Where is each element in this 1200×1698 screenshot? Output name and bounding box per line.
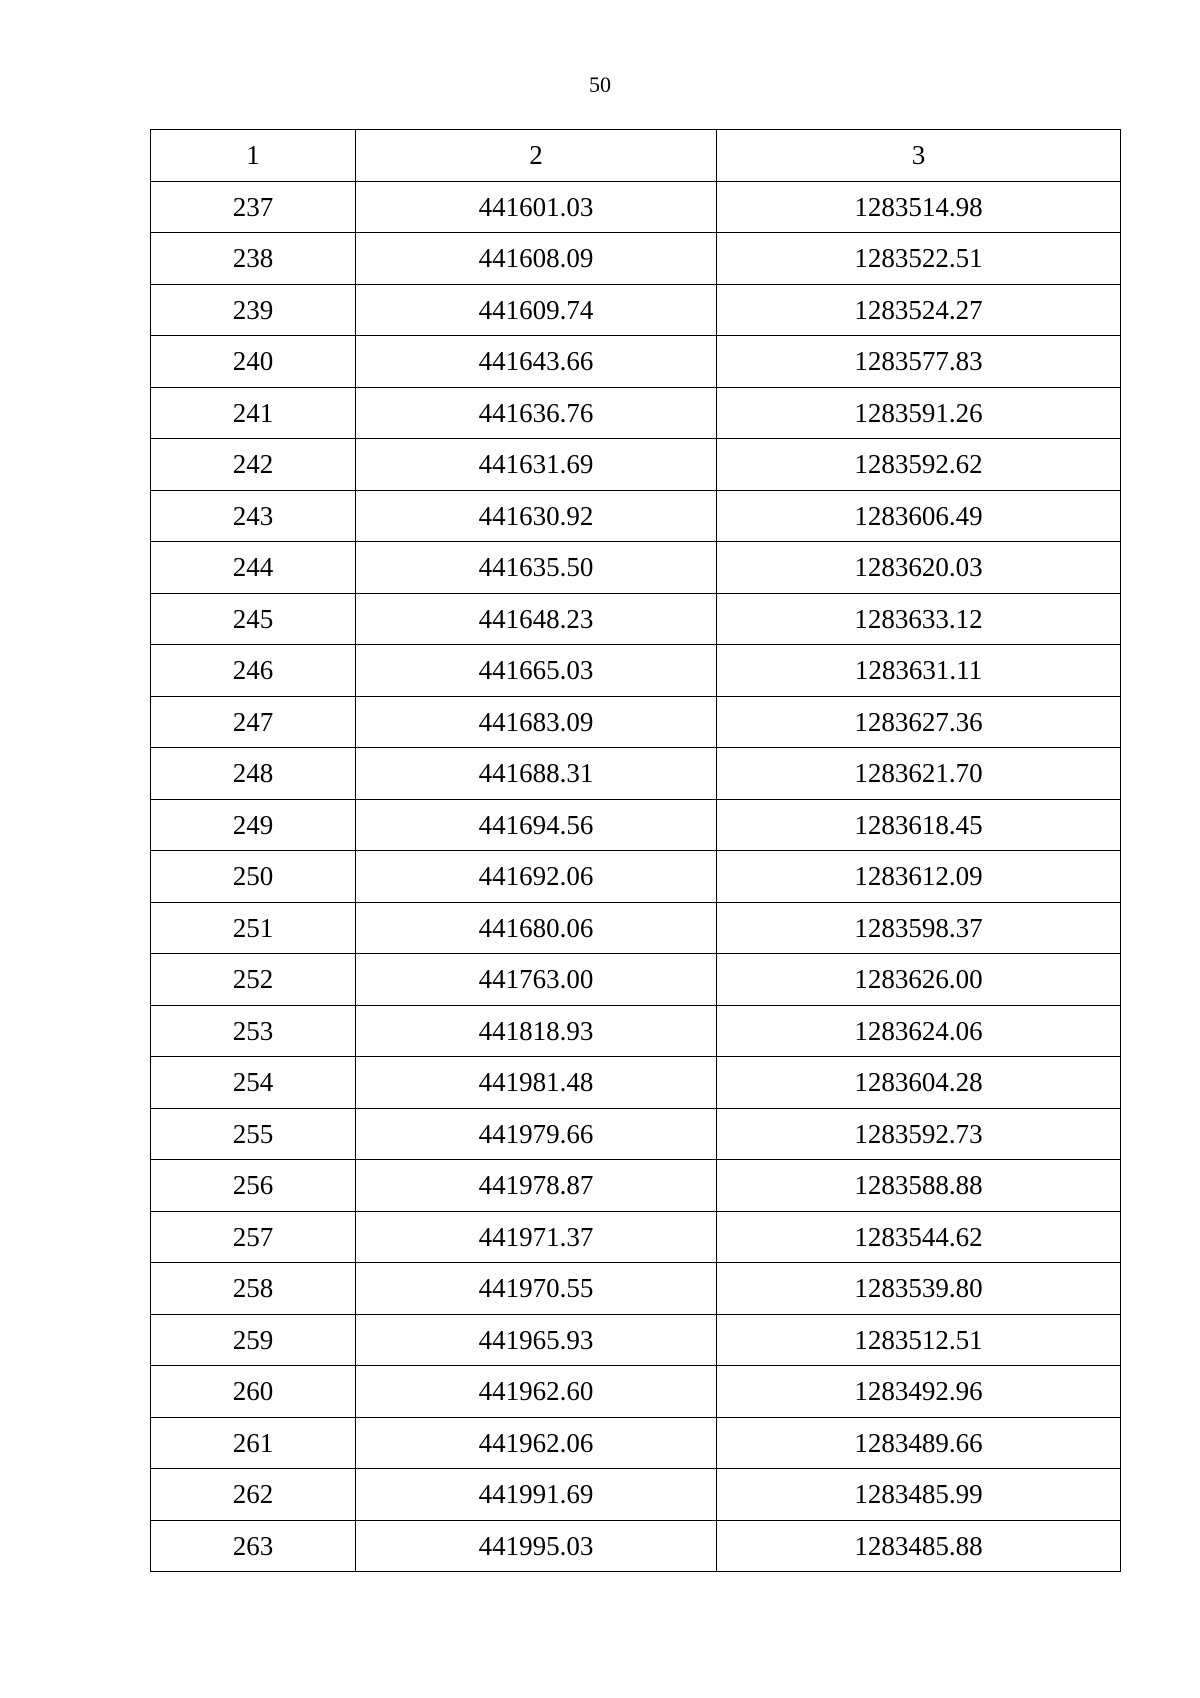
point-number-cell: 251	[151, 902, 356, 954]
x-coordinate-cell: 441763.00	[356, 954, 717, 1006]
point-number-cell: 254	[151, 1057, 356, 1109]
header-cell-3: 3	[717, 130, 1121, 182]
point-number-cell: 243	[151, 490, 356, 542]
x-coordinate-cell: 441970.55	[356, 1263, 717, 1315]
point-number-cell: 249	[151, 799, 356, 851]
table-row	[151, 1263, 1121, 1315]
x-coordinate-cell: 441962.60	[356, 1366, 717, 1418]
y-coordinate-cell: 1283539.80	[717, 1263, 1121, 1315]
table-row	[151, 1160, 1121, 1212]
y-coordinate-cell: 1283620.03	[717, 542, 1121, 594]
table-row	[151, 439, 1121, 491]
x-coordinate-cell: 441981.48	[356, 1057, 717, 1109]
y-coordinate-cell: 1283489.66	[717, 1417, 1121, 1469]
x-coordinate-cell: 441648.23	[356, 593, 717, 645]
x-coordinate-cell: 441680.06	[356, 902, 717, 954]
x-coordinate-cell: 441979.66	[356, 1108, 717, 1160]
point-number-cell: 250	[151, 851, 356, 903]
point-number-cell: 245	[151, 593, 356, 645]
point-number-cell: 239	[151, 284, 356, 336]
table-row	[151, 1417, 1121, 1469]
point-number-cell: 260	[151, 1366, 356, 1418]
point-number-cell: 242	[151, 439, 356, 491]
x-coordinate-cell: 441608.09	[356, 233, 717, 285]
y-coordinate-cell: 1283522.51	[717, 233, 1121, 285]
table-row	[151, 490, 1121, 542]
y-coordinate-cell: 1283618.45	[717, 799, 1121, 851]
y-coordinate-cell: 1283524.27	[717, 284, 1121, 336]
x-coordinate-cell: 441965.93	[356, 1314, 717, 1366]
point-number-cell: 241	[151, 387, 356, 439]
x-coordinate-cell: 441631.69	[356, 439, 717, 491]
table-row	[151, 336, 1121, 388]
table-row	[151, 696, 1121, 748]
y-coordinate-cell: 1283485.99	[717, 1469, 1121, 1521]
x-coordinate-cell: 441643.66	[356, 336, 717, 388]
x-coordinate-cell: 441665.03	[356, 645, 717, 697]
y-coordinate-cell: 1283485.88	[717, 1520, 1121, 1572]
table-row	[151, 902, 1121, 954]
point-number-cell: 247	[151, 696, 356, 748]
x-coordinate-cell: 441991.69	[356, 1469, 717, 1521]
header-cell-1: 1	[151, 130, 356, 182]
y-coordinate-cell: 1283626.00	[717, 954, 1121, 1006]
y-coordinate-cell: 1283577.83	[717, 336, 1121, 388]
header-cell-2: 2	[356, 130, 717, 182]
x-coordinate-cell: 441635.50	[356, 542, 717, 594]
point-number-cell: 256	[151, 1160, 356, 1212]
table-row	[151, 1366, 1121, 1418]
x-coordinate-cell: 441818.93	[356, 1005, 717, 1057]
table-row	[151, 799, 1121, 851]
table-row	[151, 1005, 1121, 1057]
x-coordinate-cell: 441962.06	[356, 1417, 717, 1469]
point-number-cell: 263	[151, 1520, 356, 1572]
y-coordinate-cell: 1283512.51	[717, 1314, 1121, 1366]
x-coordinate-cell: 441683.09	[356, 696, 717, 748]
point-number-cell: 255	[151, 1108, 356, 1160]
y-coordinate-cell: 1283598.37	[717, 902, 1121, 954]
point-number-cell: 246	[151, 645, 356, 697]
table-row	[151, 851, 1121, 903]
table-row	[151, 593, 1121, 645]
x-coordinate-cell: 441971.37	[356, 1211, 717, 1263]
table-body	[151, 181, 1121, 1572]
x-coordinate-cell: 441688.31	[356, 748, 717, 800]
table-row	[151, 1520, 1121, 1572]
y-coordinate-cell: 1283621.70	[717, 748, 1121, 800]
table-row	[151, 1211, 1121, 1263]
y-coordinate-cell: 1283544.62	[717, 1211, 1121, 1263]
y-coordinate-cell: 1283588.88	[717, 1160, 1121, 1212]
x-coordinate-cell: 441630.92	[356, 490, 717, 542]
point-number-cell: 258	[151, 1263, 356, 1315]
y-coordinate-cell: 1283604.28	[717, 1057, 1121, 1109]
table-row	[151, 1108, 1121, 1160]
table-row	[151, 645, 1121, 697]
y-coordinate-cell: 1283627.36	[717, 696, 1121, 748]
point-number-cell: 257	[151, 1211, 356, 1263]
x-coordinate-cell: 441692.06	[356, 851, 717, 903]
point-number-cell: 252	[151, 954, 356, 1006]
point-number-cell: 262	[151, 1469, 356, 1521]
table-row	[151, 748, 1121, 800]
table-row	[151, 542, 1121, 594]
table-row	[151, 1314, 1121, 1366]
y-coordinate-cell: 1283606.49	[717, 490, 1121, 542]
y-coordinate-cell: 1283624.06	[717, 1005, 1121, 1057]
point-number-cell: 253	[151, 1005, 356, 1057]
x-coordinate-cell: 441694.56	[356, 799, 717, 851]
point-number-cell: 248	[151, 748, 356, 800]
point-number-cell: 244	[151, 542, 356, 594]
y-coordinate-cell: 1283633.12	[717, 593, 1121, 645]
table-row	[151, 284, 1121, 336]
x-coordinate-cell: 441995.03	[356, 1520, 717, 1572]
point-number-cell: 261	[151, 1417, 356, 1469]
table-header	[151, 130, 1121, 182]
x-coordinate-cell: 441609.74	[356, 284, 717, 336]
y-coordinate-cell: 1283612.09	[717, 851, 1121, 903]
y-coordinate-cell: 1283492.96	[717, 1366, 1121, 1418]
y-coordinate-cell: 1283591.26	[717, 387, 1121, 439]
table-row	[151, 954, 1121, 1006]
point-number-cell: 240	[151, 336, 356, 388]
coordinates-table	[150, 129, 1121, 1572]
point-number-cell: 259	[151, 1314, 356, 1366]
x-coordinate-cell: 441978.87	[356, 1160, 717, 1212]
x-coordinate-cell: 441601.03	[356, 181, 717, 233]
table-row	[151, 233, 1121, 285]
y-coordinate-cell: 1283592.62	[717, 439, 1121, 491]
table-row	[151, 1057, 1121, 1109]
table-row	[151, 1469, 1121, 1521]
point-number-cell: 238	[151, 233, 356, 285]
page-number: 50	[589, 72, 611, 97]
y-coordinate-cell: 1283592.73	[717, 1108, 1121, 1160]
y-coordinate-cell: 1283514.98	[717, 181, 1121, 233]
x-coordinate-cell: 441636.76	[356, 387, 717, 439]
table-row	[151, 387, 1121, 439]
header-row	[151, 130, 1121, 182]
y-coordinate-cell: 1283631.11	[717, 645, 1121, 697]
point-number-cell: 237	[151, 181, 356, 233]
table-row	[151, 181, 1121, 233]
